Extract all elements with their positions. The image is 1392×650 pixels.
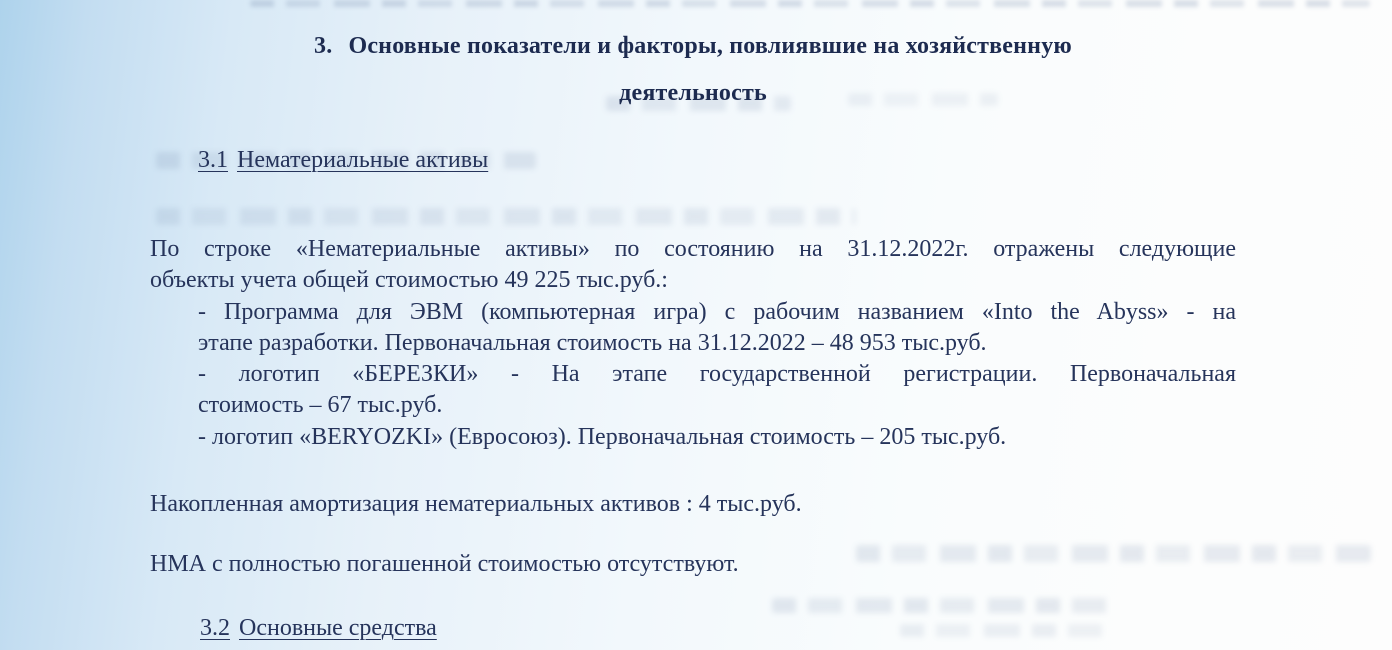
- bleed-through-smudge: [900, 624, 1115, 637]
- nma-note: НМА с полностью погашенной стоимостью отсутствуют.: [150, 551, 739, 577]
- intro-paragraph-line-2: объекты учета общей стоимостью 49 225 тыс.руб.:: [150, 267, 668, 293]
- list-item-3-line-1: - логотип «BERYOZKI» (Евросоюз). Первоначальная стоимость – 205 тыс.руб.: [198, 424, 1007, 450]
- intro-paragraph-line-1: По строке «Нематериальные активы» по состоянию на 31.12.2022г. отражены следующие: [150, 236, 1236, 262]
- list-item-1-line-1: - Программа для ЭВМ (компьютерная игра) с рабочим названием «Into the Abyss» - на: [198, 299, 1236, 325]
- bleed-through-top-strip: [250, 0, 1370, 7]
- subsection-3-1-number: 3.1: [198, 147, 228, 173]
- bleed-through-smudge: [772, 598, 1112, 613]
- list-item-1-line-2: этапе разработки. Первоначальная стоимость на 31.12.2022 – 48 953 тыс.руб.: [198, 330, 987, 356]
- subsection-3-2-number: 3.2: [200, 615, 230, 641]
- subsection-3-1-title: Нематериальные активы: [237, 147, 489, 173]
- chapter-heading-line-1: [150, 31, 1236, 62]
- subsection-3-2-heading: [200, 613, 437, 644]
- list-item-2-line-2: стоимость – 67 тыс.руб.: [198, 392, 443, 418]
- subsection-3-1-heading: [198, 145, 488, 176]
- list-item-2-line-1: - логотип «БЕРЕЗКИ» - На этапе государственной регистрации. Первоначальная: [198, 361, 1236, 387]
- amortization-note: Накопленная амортизация нематериальных активов : 4 тыс.руб.: [150, 491, 802, 517]
- bleed-through-smudge: [156, 208, 856, 225]
- chapter-heading-text: Основные показатели и факторы, повлиявшие на хозяйственную: [348, 33, 1072, 59]
- chapter-number: 3.: [314, 33, 333, 59]
- chapter-heading-line-2: деятельность: [619, 80, 767, 106]
- bleed-through-smudge: [856, 545, 1371, 562]
- subsection-3-2-title: Основные средства: [239, 615, 437, 641]
